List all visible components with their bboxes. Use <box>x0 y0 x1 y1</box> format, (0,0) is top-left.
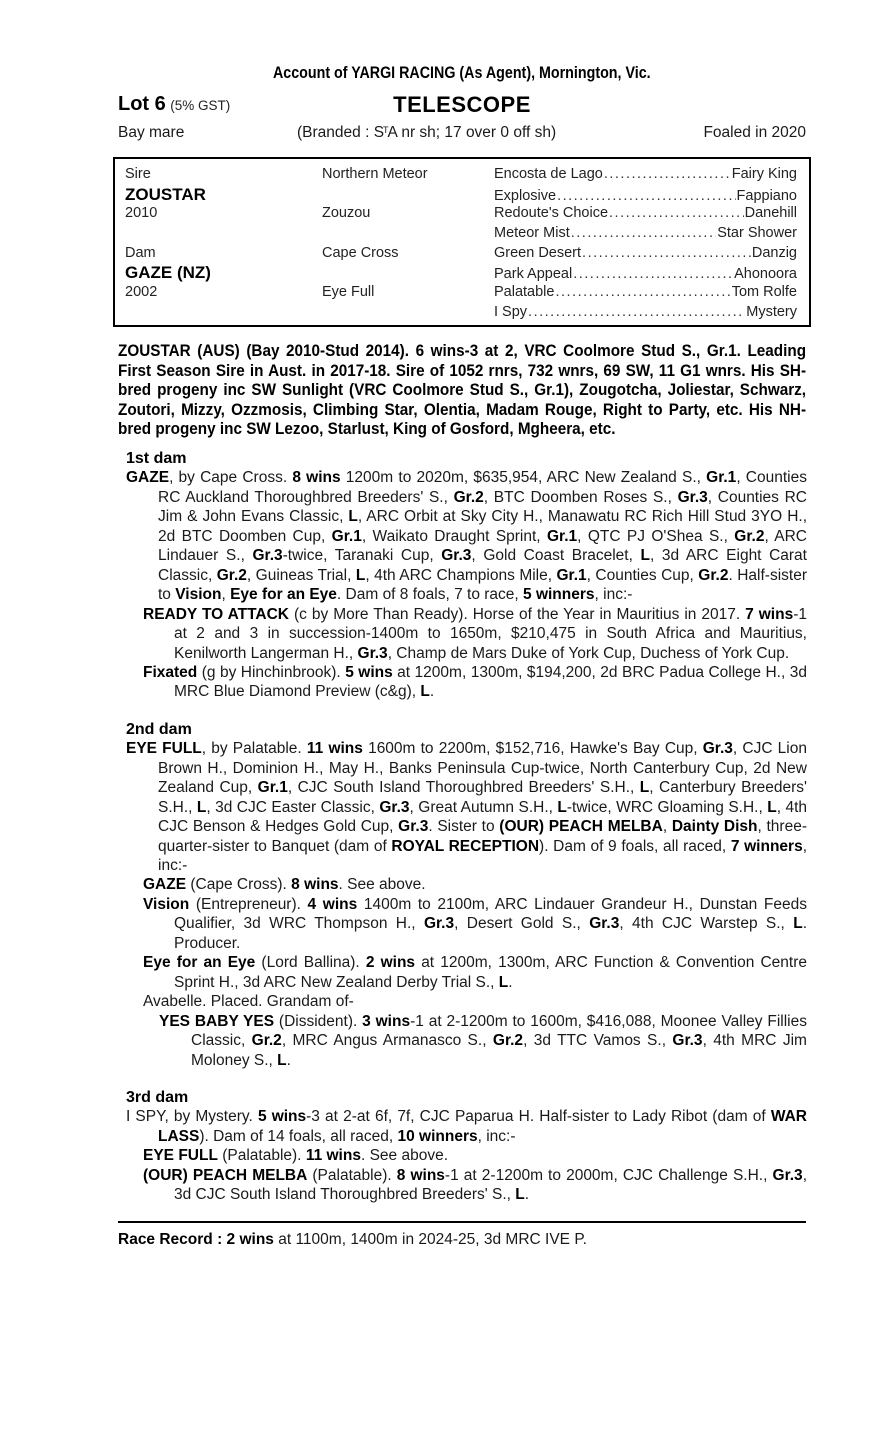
bold-text: 2 wins <box>365 954 416 972</box>
bold-text: Gr.3 <box>357 644 388 662</box>
text: I SPY, by Mystery. <box>126 1108 258 1126</box>
dot-leader <box>571 224 716 244</box>
gen4-name: Star Shower <box>717 225 797 242</box>
text: . <box>286 1051 291 1069</box>
text: , 3d ARC Eight Carat Classic, <box>158 547 807 584</box>
text: , 3d CJC Easter Classic, <box>206 798 380 816</box>
gen3-name: Encosta de Lago <box>494 166 603 182</box>
text: -1 at 2 and 3 in succession-1400m to 1650m, $210,475 in South Africa and Mauritius, Kenilworth Langerman H., <box>174 605 807 662</box>
pedigree-row <box>125 283 797 303</box>
bold-text: L <box>515 1186 525 1204</box>
dot-leader <box>609 204 744 224</box>
bold-text: EYE FULL <box>126 740 202 758</box>
text: , CJC Lion Brown H., Dominion H., May H., Banks Peninsula Cup-twice, North Canterbury Cup, 2d New Zealand Cup, <box>158 740 807 797</box>
text: , Canterbury Breeders' S.H., <box>158 779 807 816</box>
pedigree-parent-name: ZOUSTAR <box>125 184 206 204</box>
text: . Sister to <box>428 818 500 836</box>
bold-text: L <box>355 566 366 584</box>
text: , inc:- <box>158 837 807 875</box>
bold-text: 5 wins <box>345 663 393 681</box>
bold-text: L <box>557 798 567 816</box>
foaled-year: Foaled in 2020 <box>703 124 806 141</box>
brand-suffix: nr sh; 17 over 0 off sh) <box>397 124 557 141</box>
race-record-text <box>118 1231 587 1248</box>
race-record <box>118 1221 806 1249</box>
bold-text: 8 wins <box>396 1166 445 1184</box>
bold-text: Race Record : 2 wins <box>118 1230 274 1248</box>
pedigree-grandparent: Cape Cross <box>322 244 399 261</box>
bold-text: Gr.2 <box>734 527 765 545</box>
bold-text: EYE FULL <box>143 1147 218 1165</box>
text: at 1100m, 1400m in 2024-25, 3d MRC IVE P. <box>273 1230 587 1248</box>
bold-text: 8 wins <box>292 469 341 487</box>
pedigree-entry <box>126 895 807 953</box>
pedigree-entry <box>126 1146 807 1165</box>
pedigree-entry <box>126 953 807 992</box>
horse-sex-colour: Bay mare <box>118 124 185 141</box>
gen4-name: Tom Rolfe <box>731 284 797 301</box>
pedigree-row <box>125 185 797 205</box>
dot-leader <box>555 283 730 303</box>
bold-text: L <box>196 798 207 816</box>
dot-leader <box>604 165 731 185</box>
text: 1400m to 2100m, ARC Lindauer Grandeur H., Dunstan Feeds Qualifier, 3d WRC Thompson H., <box>174 895 807 933</box>
pedigree-row <box>125 303 797 323</box>
brand-description <box>297 124 556 142</box>
vendor-account-text: Account of YARGI RACING (As Agent), Mornington, Vic. <box>273 63 651 82</box>
text: 1200m to 2020m, $635,954, ARC New Zealand S., <box>340 469 707 487</box>
brand-mark <box>374 124 397 141</box>
pedigree-label: 2010 <box>125 205 158 222</box>
text: . <box>429 683 435 701</box>
bold-text: READY TO ATTACK <box>143 605 289 623</box>
text: , 4th CJC Warstep S., <box>619 915 794 933</box>
text: (Lord Ballina). <box>255 954 366 972</box>
pedigree-row <box>125 244 797 264</box>
sire-description: ZOUSTAR (AUS) (Bay 2010-Stud 2014). 6 wins-3 at 2, VRC Coolmore Stud S., Gr.1. Leading First Season Sire in Aust. in 2017-18. Sire of 1052 rnrs, 732 wnrs, 69 SW, 11 G1 wnrs. His SH-bred progeny inc SW Sunlight (VRC Coolmore Stud S., Gr.1), Zougotcha, Joliestar, Schwarz, Zoutori, Mizzy, Ozzmosis, Climbing Star, Olentia, Madam Rouge, Right to Party, etc. His NH-bred progeny inc SW Lezoo, Starlust, King of Gosford, Mgheera, etc. <box>118 342 807 439</box>
brand-prefix: (Branded : <box>297 124 374 141</box>
lot-row <box>118 93 806 121</box>
text: . Dam of 8 foals, 7 to race, <box>336 586 524 604</box>
text: , MRC Angus Armanasco S., <box>281 1032 493 1050</box>
bold-text: 10 winners <box>397 1127 478 1145</box>
bold-text: L <box>277 1051 287 1069</box>
text: at 1200m, 1300m, $194,200, 2d BRC Padua College H., 3d MRC Blue Diamond Preview (c&g), <box>174 663 807 701</box>
pedigree-grandparent: Eye Full <box>322 284 375 301</box>
gen4-name: Mystery <box>746 303 797 320</box>
pedigree-gen3-pair <box>494 244 797 264</box>
bold-text: WAR LASS <box>158 1108 807 1145</box>
bold-text: GAZE <box>126 469 170 487</box>
text: . Producer. <box>174 915 807 952</box>
dot-leader <box>528 303 745 323</box>
dam-sections <box>126 449 807 1205</box>
gen4-name: Danehill <box>744 205 797 222</box>
bold-text: Gr.1 <box>257 779 288 797</box>
pedigree-label: 2002 <box>125 284 158 301</box>
text: , 3d CJC South Island Thoroughbred Breeders' S., <box>174 1166 807 1204</box>
bold-text: L <box>348 508 358 526</box>
bold-text: 11 wins <box>305 1147 361 1165</box>
gen3-name: Meteor Mist <box>494 225 570 242</box>
bold-text: Gr.1 <box>331 527 362 545</box>
bold-text: Gr.2 <box>216 566 247 584</box>
gen3-name: Palatable <box>494 284 555 301</box>
gen3-name: Green Desert <box>494 244 582 261</box>
bold-text: Vision <box>175 586 222 604</box>
bold-text: Gr.3 <box>589 915 620 933</box>
catalogue-page <box>118 63 806 1249</box>
bold-text: 11 wins <box>306 740 363 758</box>
bold-text: Dainty Dish <box>671 818 758 836</box>
bold-text: Vision <box>143 895 190 913</box>
bold-text: Gr.3 <box>379 798 410 816</box>
text: , CJC South Island Thoroughbred Breeders' S.H., <box>287 779 640 797</box>
bold-text: 5 winners <box>523 586 595 604</box>
gst-note: (5% GST) <box>170 98 231 113</box>
brand-letter-t: T <box>383 125 389 135</box>
account-line <box>118 63 806 83</box>
dam-section-header: 1st dam <box>126 449 187 467</box>
pedigree-grandparent: Zouzou <box>322 205 371 222</box>
bold-text: 3 wins <box>362 1012 411 1030</box>
dam-section-header: 3rd dam <box>126 1089 189 1107</box>
text: , 4th MRC Jim Moloney S., <box>191 1032 807 1069</box>
text: , 4th CJC Benson & Hedges Gold Cup, <box>158 798 808 836</box>
text: (Dissident). <box>274 1012 363 1030</box>
bold-text: Gr.1 <box>556 566 587 584</box>
bold-text: Gr.3 <box>441 547 472 565</box>
bold-text: Gr.2 <box>492 1032 524 1050</box>
bold-text: L <box>639 779 650 797</box>
bold-text: Gr.3 <box>252 547 283 565</box>
pedigree-row <box>125 224 797 244</box>
text: -1 at 2-1200m to 1600m, $416,088, Moonee Valley Fillies Classic, <box>191 1012 807 1050</box>
bold-text: L <box>420 683 430 701</box>
pedigree-entry <box>126 1166 807 1205</box>
gen3-name: Park Appeal <box>494 266 573 283</box>
text: , QTC PJ O'Shea S., <box>577 527 735 545</box>
pedigree-gen3-pair <box>494 303 797 323</box>
pedigree-entry <box>126 992 807 1011</box>
text: . See above. <box>360 1147 449 1165</box>
pedigree-row <box>125 204 797 224</box>
bold-text: Gr.3 <box>702 740 733 758</box>
text: (Cape Cross). <box>186 876 292 894</box>
dam-section <box>126 720 807 1070</box>
bold-text: Fixated <box>143 663 198 681</box>
gen3-name: Explosive <box>494 187 557 204</box>
text: (Palatable). <box>307 1166 397 1184</box>
text: 1600m to 2200m, $152,716, Hawke's Bay Cup, <box>362 740 703 758</box>
text: , <box>662 818 672 836</box>
bold-text: 4 wins <box>307 895 358 913</box>
pedigree-grandparent: Northern Meteor <box>322 166 428 182</box>
bold-text: Gr.2 <box>453 488 484 506</box>
bold-text: L <box>767 798 777 816</box>
gen4-name: Danzig <box>751 244 797 261</box>
text: (c by More Than Ready). Horse of the Year in Mauritius in 2017. <box>289 605 746 623</box>
text: , Guineas Trial, <box>246 566 356 584</box>
bold-text: Gr.2 <box>698 566 729 584</box>
text: . <box>524 1186 530 1204</box>
pedigree-label: Sire <box>125 166 151 182</box>
bold-text: GAZE <box>143 876 187 894</box>
text: , by Cape Cross. <box>169 469 293 487</box>
text: -twice, WRC Gloaming S.H., <box>566 798 768 816</box>
brand-letter-a: A <box>387 124 398 141</box>
bold-text: 8 wins <box>291 876 339 894</box>
text: , 4th ARC Champions Mile, <box>365 566 557 584</box>
pedigree-table <box>113 157 811 327</box>
bold-text: Eye for an Eye <box>230 586 337 604</box>
pedigree-entry <box>126 739 807 875</box>
text: , Desert Gold S., <box>454 915 590 933</box>
dam-section <box>126 1088 807 1205</box>
text: . Half-sister to <box>158 566 807 604</box>
horse-name: TELESCOPE <box>393 92 531 117</box>
description-row <box>118 124 806 146</box>
bold-text: 5 wins <box>257 1108 307 1126</box>
text: , Counties Cup, <box>586 566 699 584</box>
brand-letter-s: S <box>373 124 385 141</box>
text: , Counties RC Jim & John Evans Classic, <box>158 488 807 526</box>
bold-text: Gr.1 <box>706 469 737 487</box>
bold-text: L <box>498 973 509 991</box>
text: , three-quarter-sister to Banquet (dam of <box>158 818 807 855</box>
text: , by Palatable. <box>201 740 307 758</box>
text: -1 at 2-1200m to 2000m, CJC Challenge S.H., <box>444 1166 773 1184</box>
bold-text: 7 wins <box>745 605 794 623</box>
pedigree-gen3-pair <box>494 165 797 185</box>
text: , Gold Coast Bracelet, <box>471 547 641 565</box>
bold-text: Gr.3 <box>772 1166 803 1184</box>
bold-text: L <box>640 547 650 565</box>
text: , Counties RC Auckland Thoroughbred Breeders' S., <box>158 469 807 506</box>
text: (g by Hinchinbrook). <box>197 663 346 681</box>
text: -3 at 2-at 6f, 7f, CJC Paparua H. Half-sister to Lady Ribot (dam of <box>306 1108 771 1126</box>
dam-section <box>126 449 807 702</box>
bold-text: 7 winners <box>730 837 803 855</box>
bold-text: ROYAL RECEPTION <box>391 837 540 855</box>
dam-section-header: 2nd dam <box>126 720 192 738</box>
text: (Palatable). <box>217 1147 306 1165</box>
pedigree-entry <box>126 605 807 663</box>
text: , ARC Lindauer S., <box>158 527 807 565</box>
pedigree-gen3-pair <box>494 283 797 303</box>
bold-text: YES BABY YES <box>159 1012 275 1030</box>
text: Avabelle. Placed. Grandam of- <box>143 993 354 1011</box>
text: , Great Autumn S.H., <box>409 798 558 816</box>
text: , BTC Doomben Roses S., <box>483 488 678 506</box>
bold-text: Gr.3 <box>398 818 429 836</box>
text: , Waikato Draught Sprint, <box>361 527 547 545</box>
pedigree-entry <box>126 663 807 702</box>
pedigree-gen3-pair <box>494 204 797 224</box>
bold-text: L <box>793 915 803 933</box>
pedigree-entry <box>126 1012 807 1070</box>
pedigree-parent-name: GAZE (NZ) <box>125 263 211 283</box>
text: -twice, Taranaki Cup, <box>282 547 442 565</box>
bold-text: Gr.2 <box>251 1032 282 1050</box>
pedigree-entry <box>126 875 807 894</box>
text: , <box>221 586 231 604</box>
gen3-name: Redoute's Choice <box>494 205 609 222</box>
gen4-name: Fappiano <box>736 187 797 204</box>
text: ). Dam of 9 foals, all raced, <box>539 837 731 855</box>
text: , inc:- <box>477 1127 516 1145</box>
text: . See above. <box>338 876 426 894</box>
bold-text: Gr.1 <box>546 527 578 545</box>
pedigree-row <box>125 165 797 185</box>
pedigree-row <box>125 263 797 283</box>
pedigree-gen3-pair <box>494 224 797 244</box>
bold-text: Gr.3 <box>423 915 455 933</box>
text: , inc:- <box>594 586 633 604</box>
dot-leader <box>582 244 751 264</box>
text: , Champ de Mars Duke of York Cup, Duchess of York Cup. <box>387 644 790 662</box>
text: , 3d TTC Vamos S., <box>523 1032 673 1050</box>
text: . <box>508 973 513 991</box>
text: (Entrepreneur). <box>189 895 308 913</box>
bold-text: (OUR) PEACH MELBA <box>143 1166 308 1184</box>
gen3-name: I Spy <box>494 303 528 320</box>
lot-number: Lot 6 <box>118 93 166 115</box>
pedigree-label: Dam <box>125 244 156 261</box>
gen4-name: Ahonoora <box>734 266 797 283</box>
pedigree-rows <box>125 165 797 323</box>
bold-text: (OUR) PEACH MELBA <box>499 818 663 836</box>
gen4-name: Fairy King <box>731 166 797 182</box>
text: at 1200m, 1300m, ARC Function & Convention Centre Sprint H., 3d ARC New Zealand Derby Trial S., <box>174 954 807 991</box>
pedigree-entry <box>126 468 807 604</box>
text: ). Dam of 14 foals, all raced, <box>199 1127 398 1145</box>
text: , ARC Orbit at Sky City H., Manawatu RC Rich Hill Stud 3YO H., 2d BTC Doomben Cup, <box>158 508 807 545</box>
pedigree-entry <box>126 1107 807 1146</box>
bold-text: Gr.3 <box>677 488 708 506</box>
bold-text: Eye for an Eye <box>143 954 256 972</box>
bold-text: Gr.3 <box>672 1032 703 1050</box>
